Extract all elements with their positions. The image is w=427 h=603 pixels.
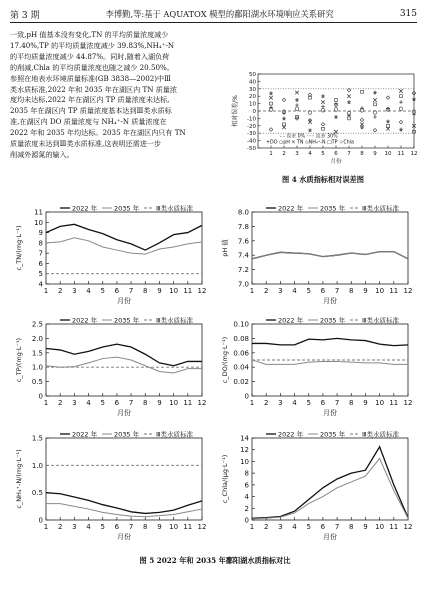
x-tick-label: 12: [197, 287, 207, 295]
x-tick-label: 12: [403, 523, 413, 531]
legend-standard-label: Ⅲ类水质标准: [362, 430, 399, 439]
x-tick-label: 5: [321, 151, 325, 157]
point-cross: [347, 94, 351, 98]
chla-chart: [216, 426, 421, 544]
y-axis-title: c_NH₄⁺-N/(mg·L⁻¹): [15, 449, 23, 509]
x-tick-label: 6: [334, 151, 338, 157]
x-tick-label: 10: [169, 399, 179, 407]
x-tick-label: 1: [43, 399, 49, 407]
body-line: 2035 年在湖区内 TP 质量浓度基本达到Ⅲ类水质标: [10, 106, 172, 116]
x-tick-label: 2: [263, 399, 269, 407]
body-line: 17.40%,TP 的平均质量浓度减少 39.83%,NH₄⁺-N: [10, 40, 175, 50]
x-tick-label: 7: [334, 399, 340, 407]
y-tick-label: 12: [240, 446, 249, 455]
y-tick-label: 4: [38, 280, 43, 289]
point-plus: [399, 100, 403, 104]
legend-indicators: +DO ○pH × TN ◇NH₄⁺-N □TP ☆Chla: [266, 140, 354, 146]
legend-2022-label: 2022 年: [72, 316, 98, 325]
y-tick-label: 7.4: [237, 251, 249, 260]
y-tick-label: 4: [244, 493, 249, 502]
point-star: [386, 120, 390, 124]
running-title: 李博勤,等:基于 AQUATOX 模型的鄱阳湖水环境响应关系研究: [105, 9, 334, 19]
x-tick-label: 4: [86, 399, 91, 407]
page-number: 315: [399, 9, 417, 19]
y-tick-label: 6: [244, 481, 249, 490]
x-tick-label: 7: [347, 151, 351, 157]
x-tick-label: 6: [114, 287, 120, 295]
body-line: 度均未达标,2022 年在湖区内 TP 质量浓度未达标,: [10, 95, 170, 105]
x-tick-label: 8: [349, 523, 354, 531]
x-tick-label: 6: [320, 287, 326, 295]
x-tick-label: 11: [183, 523, 193, 531]
body-line: 2022 年和 2035 年均达标。2035 年在湖区内只有 TN: [10, 128, 186, 138]
y-tick-label: 0: [38, 392, 43, 401]
y-tick-label: 2.5: [31, 320, 43, 329]
x-tick-label: 12: [410, 151, 418, 157]
x-tick-label: 1: [43, 287, 49, 295]
x-tick-label: 5: [100, 523, 105, 531]
series-2035-line: [46, 357, 202, 373]
series-2022-line: [46, 344, 202, 366]
point-square: [322, 127, 325, 130]
issue-number: 第 3 期: [10, 10, 40, 21]
body-line: 参照在地表水环境质量标准(GB 3838—2002)中Ⅲ: [10, 73, 171, 83]
point-cross: [373, 98, 377, 102]
point-square: [400, 95, 403, 98]
point-square: [361, 90, 364, 93]
x-tick-label: 9: [157, 287, 162, 295]
series-2035-line: [252, 360, 408, 364]
y-tick-label: 5: [38, 270, 43, 279]
y-axis-title: c_TN/(mg·L⁻¹): [15, 225, 23, 271]
fig5-caption: 图 5 2022 年和 2035 年鄱阳湖水质指标对比: [139, 556, 291, 565]
x-tick-label: 2: [263, 287, 269, 295]
point-star: [269, 91, 273, 95]
y-tick-label: 10: [240, 457, 249, 466]
x-axis-title: 月份: [323, 297, 337, 305]
x-tick-label: 2: [57, 287, 63, 295]
x-axis-title: 月份: [117, 409, 131, 417]
plot-frame: [252, 212, 408, 284]
y-tick-label: 7: [38, 249, 43, 258]
body-line: 质量浓度未达到Ⅲ类水质标准,这表明还需进一步: [10, 139, 161, 149]
point-star: [282, 117, 286, 121]
x-tick-label: 10: [375, 399, 385, 407]
x-tick-label: 4: [308, 151, 312, 157]
y-tick-label: 1.0: [31, 461, 43, 470]
legend-error-lines: - - 误差 0% ····· 误差 30%: [280, 134, 338, 140]
legend-standard-label: Ⅲ类水质标准: [156, 430, 193, 439]
x-tick-label: 10: [384, 151, 392, 157]
x-tick-label: 2: [57, 399, 63, 407]
legend-2035-label: 2035 年: [320, 204, 346, 213]
point-square: [348, 117, 351, 120]
x-tick-label: 9: [157, 523, 162, 531]
y-tick-label: 8: [38, 239, 43, 248]
x-tick-label: 5: [306, 287, 311, 295]
x-tick-label: 7: [128, 399, 134, 407]
x-tick-label: 3: [72, 399, 77, 407]
point-square: [283, 123, 286, 126]
x-axis-title: 月份: [117, 297, 131, 305]
legend-2022-label: 2022 年: [278, 316, 304, 325]
nh4-chart: [10, 426, 215, 544]
x-tick-label: 6: [320, 399, 326, 407]
legend-2035-label: 2035 年: [320, 430, 346, 439]
y-axis-title: c_Chla/(μg·L⁻¹): [221, 454, 229, 504]
y-tick-label: 2.0: [31, 334, 43, 343]
y-tick-label: 30: [249, 86, 256, 93]
point-square: [374, 103, 377, 106]
series-2022-line: [252, 252, 408, 259]
x-tick-label: 9: [363, 287, 368, 295]
x-tick-label: 11: [183, 399, 193, 407]
x-tick-label: 5: [306, 523, 311, 531]
point-circle: [321, 108, 325, 112]
x-axis-title: 月份: [330, 159, 342, 165]
y-axis-title: c_DO/(mg·L⁻¹): [221, 336, 229, 384]
header-rule: [10, 22, 417, 23]
point-diamond: [399, 120, 403, 124]
point-plus: [295, 103, 299, 107]
x-tick-label: 7: [334, 287, 340, 295]
y-tick-label: 0: [38, 516, 43, 525]
point-cross: [321, 100, 325, 104]
x-tick-label: 1: [249, 399, 255, 407]
y-tick-label: 7.2: [237, 266, 249, 275]
x-tick-label: 9: [363, 399, 368, 407]
body-line: 的削减,Chla 的平均质量浓度也随之减少 20.50%。: [10, 62, 174, 72]
point-diamond: [373, 128, 377, 132]
y-axis-title: pH 值: [221, 239, 229, 257]
y-tick-label: 1.5: [31, 434, 43, 443]
legend-standard-label: Ⅲ类水质标准: [156, 204, 193, 213]
y-tick-label: 10: [249, 101, 256, 108]
point-plus: [373, 115, 377, 119]
body-line: 一致,pH 值基本没有变化,TN 的平均质量浓度减少: [10, 30, 169, 39]
x-tick-label: 4: [292, 523, 297, 531]
x-tick-label: 2: [263, 523, 269, 531]
x-tick-label: 6: [114, 399, 120, 407]
y-tick-label: 0.02: [233, 378, 249, 387]
x-tick-label: 1: [43, 523, 49, 531]
x-tick-label: 5: [100, 287, 105, 295]
x-tick-label: 3: [278, 399, 283, 407]
body-line: 类水质标准,2022 年和 2035 年在湖区内 TN 质量浓: [10, 84, 177, 94]
x-tick-label: 8: [360, 151, 364, 157]
y-tick-label: 1.5: [31, 349, 43, 358]
x-tick-label: 5: [306, 399, 311, 407]
point-diamond: [282, 98, 286, 102]
y-tick-label: -10: [247, 116, 256, 123]
y-tick-label: 1.0: [31, 363, 43, 372]
x-tick-label: 3: [72, 523, 77, 531]
x-tick-label: 7: [334, 523, 340, 531]
body-line: 削减外源氮的输入。: [10, 149, 74, 159]
x-tick-label: 11: [183, 287, 193, 295]
ph-chart: [216, 200, 421, 308]
y-tick-label: 0.06: [233, 349, 249, 358]
point-star: [295, 98, 299, 102]
point-star: [334, 115, 338, 119]
y-tick-label: 2: [244, 504, 249, 513]
x-tick-label: 11: [397, 151, 405, 157]
y-tick-label: -50: [247, 146, 256, 152]
x-tick-label: 3: [278, 287, 283, 295]
point-diamond: [360, 118, 364, 122]
plot-frame: [252, 438, 408, 520]
x-tick-label: 12: [197, 399, 207, 407]
x-tick-label: 8: [143, 287, 148, 295]
legend-standard-label: Ⅲ类水质标准: [362, 204, 399, 213]
point-cross: [269, 96, 273, 100]
x-tick-label: 9: [363, 523, 368, 531]
body-line: 准,在湖区内 DO 质量浓度与 NH₄⁺-N 质量浓度在: [10, 117, 167, 127]
y-tick-label: 6: [38, 259, 43, 268]
x-tick-label: 11: [389, 399, 399, 407]
x-axis-title: 月份: [323, 409, 337, 417]
y-tick-label: -40: [247, 138, 256, 145]
x-tick-label: 10: [169, 287, 179, 295]
x-tick-label: 4: [292, 287, 297, 295]
point-cross: [295, 91, 299, 95]
x-tick-label: 12: [403, 399, 413, 407]
x-tick-label: 2: [282, 151, 286, 157]
x-tick-label: 9: [373, 151, 377, 157]
y-tick-label: 50: [249, 72, 256, 78]
x-tick-label: 8: [349, 287, 354, 295]
series-2035-line: [46, 238, 202, 254]
y-tick-label: 20: [249, 94, 256, 101]
series-2022-line: [252, 447, 408, 518]
relative-error-chart: [228, 70, 418, 175]
point-star: [373, 91, 377, 95]
plot-frame: [46, 438, 202, 520]
x-tick-label: 12: [197, 523, 207, 531]
y-tick-label: 0.04: [233, 363, 249, 372]
x-tick-label: 4: [86, 523, 91, 531]
point-star: [399, 128, 403, 132]
x-tick-label: 8: [143, 399, 148, 407]
y-tick-label: 8.0: [237, 208, 249, 217]
x-tick-label: 8: [143, 523, 148, 531]
y-tick-label: 11: [34, 208, 43, 217]
x-tick-label: 11: [389, 287, 399, 295]
point-star: [347, 100, 351, 104]
legend-2035-label: 2035 年: [320, 316, 346, 325]
y-tick-label: 40: [249, 79, 256, 86]
y-tick-label: 0.5: [31, 489, 43, 498]
x-tick-label: 6: [114, 523, 120, 531]
y-tick-label: 0: [252, 109, 256, 115]
y-tick-label: -20: [247, 123, 256, 130]
do-chart: [216, 312, 421, 420]
y-axis-title: 相对误差/%: [232, 95, 239, 127]
x-tick-label: 3: [278, 523, 283, 531]
y-tick-label: 14: [240, 434, 249, 443]
plot-frame: [46, 324, 202, 396]
tp-chart: [10, 312, 215, 420]
point-circle: [295, 107, 299, 111]
running-header: [10, 6, 417, 22]
legend-2035-label: 2035 年: [114, 430, 140, 439]
x-tick-label: 1: [249, 287, 255, 295]
x-tick-label: 4: [86, 287, 91, 295]
y-tick-label: 0.10: [233, 320, 249, 329]
series-2035-line: [252, 459, 408, 519]
point-diamond: [269, 128, 273, 132]
x-tick-label: 3: [295, 151, 299, 157]
legend-2022-label: 2022 年: [278, 204, 304, 213]
x-tick-label: 6: [320, 523, 326, 531]
x-tick-label: 3: [72, 287, 77, 295]
x-tick-label: 12: [403, 287, 413, 295]
x-tick-label: 1: [269, 151, 273, 157]
point-plus: [321, 105, 325, 109]
point-star: [308, 128, 312, 132]
plot-frame: [46, 212, 202, 284]
y-tick-label: 10: [34, 218, 43, 227]
point-circle: [399, 107, 403, 111]
body-line: 的平均质量浓度减少 44.87%。同时,随着入湖负荷: [10, 51, 170, 61]
series-2022-line: [46, 493, 202, 514]
y-axis-title: c_TP/(mg·L⁻¹): [15, 337, 23, 383]
legend-2022-label: 2022 年: [72, 430, 98, 439]
y-tick-label: 9: [38, 229, 43, 238]
x-tick-label: 2: [57, 523, 63, 531]
y-tick-label: 0.5: [31, 378, 43, 387]
y-tick-label: 0: [244, 516, 249, 525]
legend-standard-label: Ⅲ类水质标准: [362, 316, 399, 325]
y-tick-label: 8: [244, 469, 249, 478]
point-diamond: [321, 123, 325, 127]
point-square: [270, 102, 273, 105]
y-tick-label: 0.08: [233, 334, 249, 343]
legend-2035-label: 2035 年: [114, 316, 140, 325]
legend-standard-label: Ⅲ类水质标准: [156, 316, 193, 325]
tn-chart: [10, 200, 215, 308]
x-tick-label: 4: [292, 399, 297, 407]
point-square: [335, 98, 338, 101]
y-tick-label: 0: [244, 392, 249, 401]
point-square: [387, 124, 390, 127]
x-tick-label: 7: [128, 287, 134, 295]
x-tick-label: 10: [169, 523, 179, 531]
x-axis-title: 月份: [323, 533, 337, 541]
point-diamond: [386, 96, 390, 100]
y-tick-label: -30: [247, 131, 256, 138]
x-tick-label: 11: [389, 523, 399, 531]
x-tick-label: 5: [100, 399, 105, 407]
y-tick-label: 7.6: [237, 237, 249, 246]
x-tick-label: 7: [128, 523, 134, 531]
point-cross: [399, 89, 403, 93]
series-2022-line: [252, 338, 408, 345]
x-tick-label: 1: [249, 523, 255, 531]
x-axis-title: 月份: [117, 533, 131, 541]
x-tick-label: 10: [375, 287, 385, 295]
y-tick-label: 7.0: [237, 280, 249, 289]
body-paragraph: [10, 30, 220, 161]
point-star: [321, 94, 325, 98]
legend-2035-label: 2035 年: [114, 204, 140, 213]
legend-2022-label: 2022 年: [278, 430, 304, 439]
x-tick-label: 8: [349, 399, 354, 407]
y-tick-label: 7.8: [237, 222, 249, 231]
x-tick-label: 9: [157, 399, 162, 407]
x-tick-label: 10: [375, 523, 385, 531]
fig4-caption: 图 4 水质指标相对误差图: [282, 175, 364, 184]
legend-2022-label: 2022 年: [72, 204, 98, 213]
